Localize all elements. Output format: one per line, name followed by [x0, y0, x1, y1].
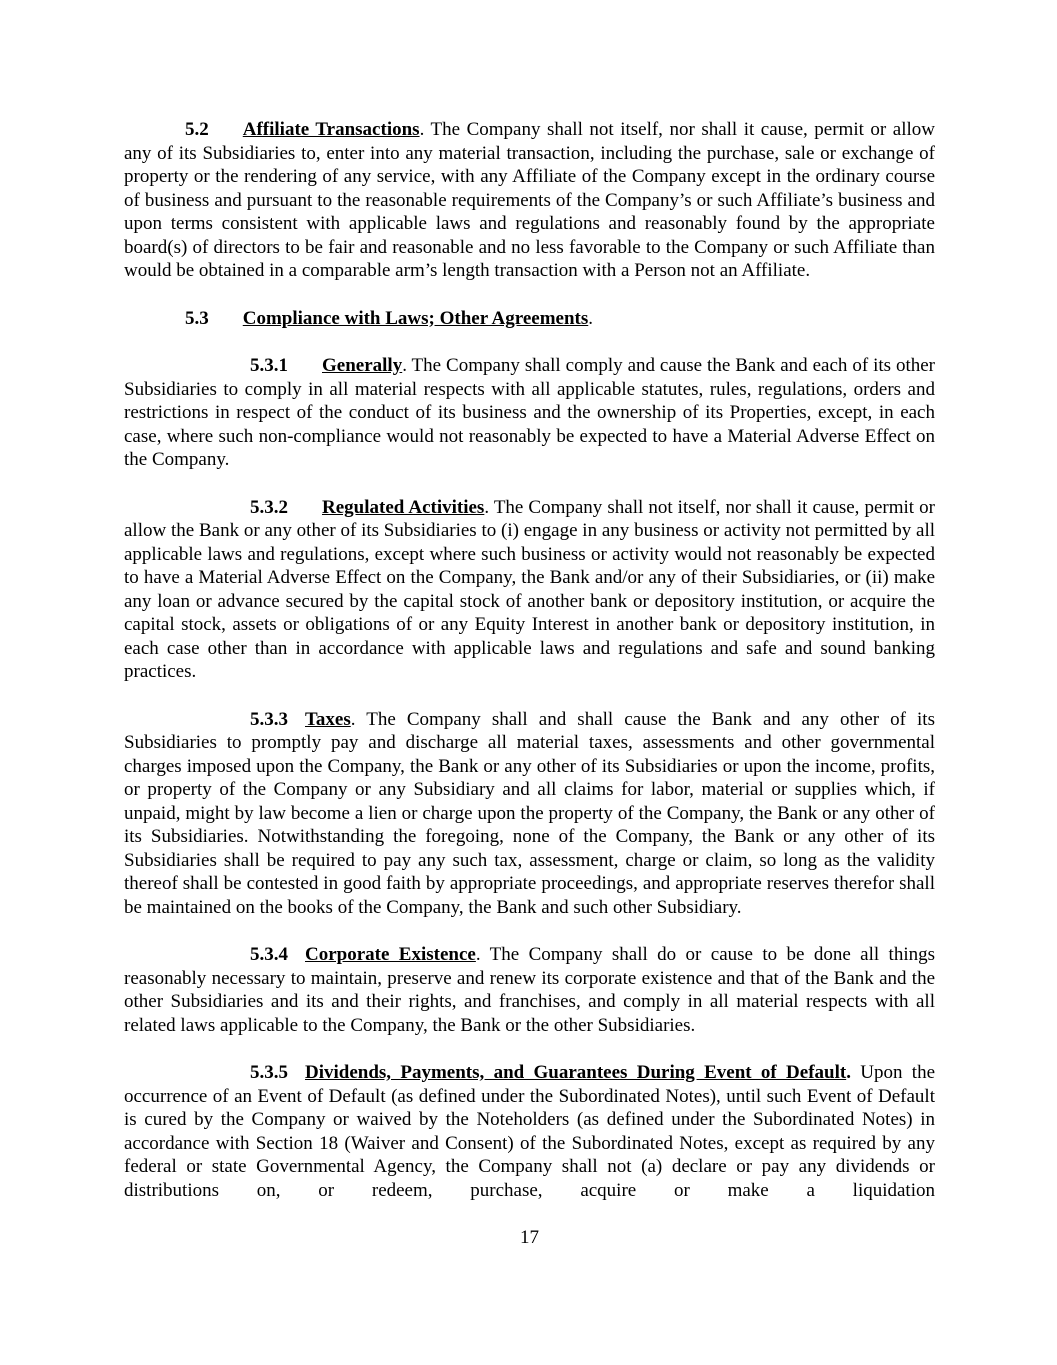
section-number: 5.3.4	[250, 944, 288, 965]
section-heading: Compliance with Laws; Other Agreements	[242, 307, 589, 329]
section-heading: Dividends, Payments, and Guarantees During Event of Default	[305, 1062, 847, 1083]
section-separator: .	[588, 307, 593, 329]
section-body: The Company shall and shall cause the Bank and any other of its Subsidiaries to promptly pay and discharge all material taxes, assessments and other governmental charges imposed upon the Company, the Bank or any other of its Subsidiaries or upon the income, profits, or property of the Company or any Subsidiary and all claims for labor, material or supplies which, if unpaid, might by law become a lien or charge upon the property of the Company, the Bank or any other of its Subsidiaries. Notwithstanding the foregoing, none of the Company, the Bank or any other of its Subsidiaries shall be required to pay any such tax, assessment, charge or claim, so long as the validity thereof shall be contested in good faith by appropriate proceedings, and appropriate reserves therefor shall be maintained on the books of the Company, the Bank and such other Subsidiary.	[124, 708, 935, 918]
section-body: The Company shall comply and cause the Bank and each of its other Subsidiaries to comply in all material respects with all applicable statutes, rules, regulations, orders and restrictions in respect of the conduct of its business and the ownership of its Properties, except, in each case, where such non-compliance would not reasonably be expected to have a Material Adverse Effect on the Company.	[124, 355, 935, 470]
section-heading: Affiliate Transactions	[242, 119, 420, 140]
section-separator: .	[419, 119, 431, 140]
section-body: The Company shall not itself, nor shall it cause, permit or allow any of its Subsidiaries to, enter into any material transaction, including the purchase, sale or exchange of property or the rendering of any service, with any Affiliate of the Company except in the ordinary course of business and pursuant to the reasonable requirements of the Company’s or such Affiliate’s business and upon terms consistent with applicable laws and regulations and reasonably found by the appropriate board(s) of directors to be fair and reasonable and no less favorable to the Company or such Affiliate than would be obtained in a comparable arm’s length transaction with a Person not an Affiliate.	[124, 119, 935, 281]
section-number: 5.3.5	[250, 1062, 288, 1083]
section-separator: .	[846, 1062, 861, 1083]
section-separator: .	[402, 355, 412, 376]
section-separator: .	[475, 944, 490, 965]
section-5-2	[124, 118, 935, 283]
section-separator: .	[350, 708, 367, 730]
section-5-3-4	[124, 943, 935, 1037]
section-heading: Taxes	[305, 708, 351, 730]
section-number: 5.3.2	[250, 496, 288, 518]
section-heading: Regulated Activities	[322, 496, 485, 518]
section-number: 5.3.1	[250, 355, 288, 376]
section-number: 5.3	[185, 307, 209, 329]
section-separator: .	[484, 496, 494, 518]
section-heading: Generally	[322, 355, 403, 376]
section-5-3	[124, 307, 935, 331]
section-5-3-1	[124, 354, 935, 472]
section-5-3-5	[124, 1061, 935, 1202]
section-body: The Company shall do or cause to be done all things reasonably necessary to maintain, preserve and renew its corporate existence and that of the Bank and the other Subsidiaries and its and their rights, and franchises, and comply in all material respects with all related laws applicable to the Company, the Bank or the other Subsidiaries.	[124, 944, 935, 1036]
page-number: 17	[520, 1227, 539, 1248]
section-number: 5.3.3	[250, 708, 288, 730]
section-heading: Corporate Existence	[305, 944, 476, 965]
section-5-3-3	[124, 708, 935, 920]
section-body: Upon the occurrence of an Event of Default (as defined under the Subordinated Notes), until such Event of Default is cured by the Company or waived by the Noteholders (as defined under the Subordinated Notes) in accordance with Section 18 (Waiver and Consent) of the Subordinated Notes, except as required by any federal or state Governmental Agency, the Company shall not (a) declare or pay any dividends or distributions on, or redeem, purchase, acquire or make a liquidation	[124, 1062, 936, 1201]
section-5-3-2	[124, 496, 935, 684]
section-body: The Company shall not itself, nor shall it cause, permit or allow the Bank or any other of its Subsidiaries to (i) engage in any business or activity not permitted by all applicable laws and regulations, except where such business or activity would not reasonably be expected to have a Material Adverse Effect on the Company, the Bank and/or any of their Subsidiaries, or (ii) make any loan or advance secured by the capital stock of another bank or depository institution, or acquire the capital stock, assets or obligations of or any Equity Interest in another bank or depository institution, in each case other than in accordance with applicable laws and regulations and safe and sound banking practices.	[124, 496, 935, 682]
section-number: 5.2	[185, 119, 209, 140]
